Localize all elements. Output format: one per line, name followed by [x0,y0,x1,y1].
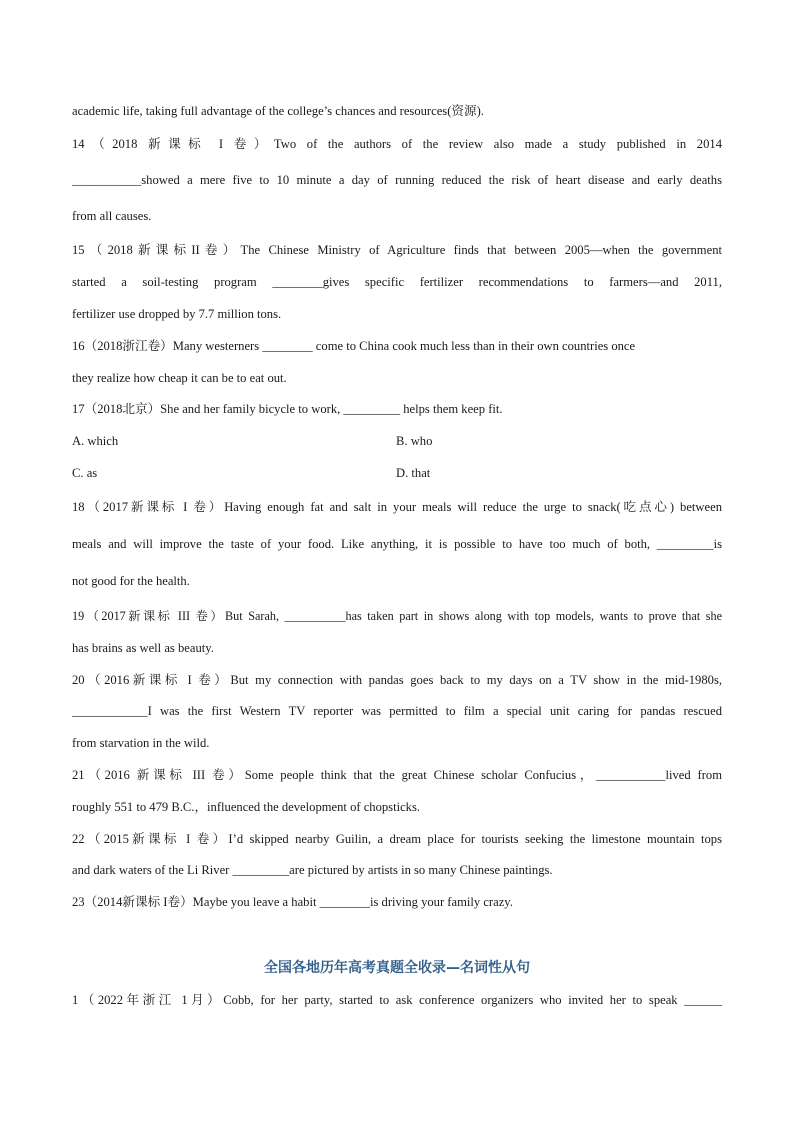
option-a: A. which [72,434,119,448]
text-line: 14（2018 新课标 I 卷）Two of the authors of the review also made a study published in 2014 [72,137,722,151]
text-line: 16（2018浙江卷）Many westerners ________ come to China cook much less than in their own countries once [72,339,636,353]
text-line: 17（2018北京）She and her family bicycle to work, _________ helps them keep fit. [72,402,503,416]
text-line: from starvation in the wild. [72,736,210,750]
option-d: D. that [396,466,431,480]
text-line: 1（2022年浙江 1月）Cobb, for her party, started to ask conference organizers who invited her to speak ______ [72,993,722,1007]
text-line: roughly 551 to 479 B.C.，influenced the development of chopsticks. [72,800,421,814]
text-line: 23（2014新课标 I卷）Maybe you leave a habit ________is driving your family crazy. [72,895,513,909]
text-line: ____________I was the first Western TV reporter was permitted to film a special unit caring for pandas rescued [72,704,722,718]
text-line: ___________showed a mere five to 10 minute a day of running reduced the risk of heart disease and early deaths [72,173,722,187]
text-line: not good for the health. [72,574,190,588]
text-line: they realize how cheap it can be to eat out. [72,371,287,385]
text-line: fertilizer use dropped by 7.7 million tons. [72,307,282,321]
section-heading: 全国各地历年高考真题全收录—名词性从句 [264,960,530,976]
text-line: meals and will improve the taste of your food. Like anything, it is possible to have too much of both, _________is [72,537,722,551]
text-line: academic life, taking full advantage of the college’s chances and resources(资源). [72,104,484,118]
text-line: 22（2015新课标 I 卷）I’d skipped nearby Guilin, a dream place for tourists seeking the limestone mountain tops [72,832,722,846]
text-line: and dark waters of the Li River _________are pictured by artists in so many Chinese paintings. [72,863,553,877]
text-line: 20（2016新课标 I 卷）But my connection with pandas goes back to my days on a TV show in the mid-1980s, [72,673,722,687]
text-line: 18（2017新课标 I 卷）Having enough fat and salt in your meals will reduce the urge to snack(吃点心) between [72,500,722,514]
text-line: started a soil-testing program ________gives specific fertilizer recommendations to farmers—and 2011, [72,275,722,289]
option-b: B. who [396,434,433,448]
text-line: from all causes. [72,209,152,223]
text-line: 19（2017新课标 III 卷）But Sarah, __________has taken part in shows along with top models, wants to prove that she [72,609,722,623]
text-line: has brains as well as beauty. [72,641,214,655]
text-line: 15（2018新课标II卷）The Chinese Ministry of Agriculture finds that between 2005—when the government [72,243,722,257]
option-c: C. as [72,466,98,480]
text-line: 21（2016 新课标 III 卷）Some people think that the great Chinese scholar Confucius，___________lived from [72,768,722,782]
